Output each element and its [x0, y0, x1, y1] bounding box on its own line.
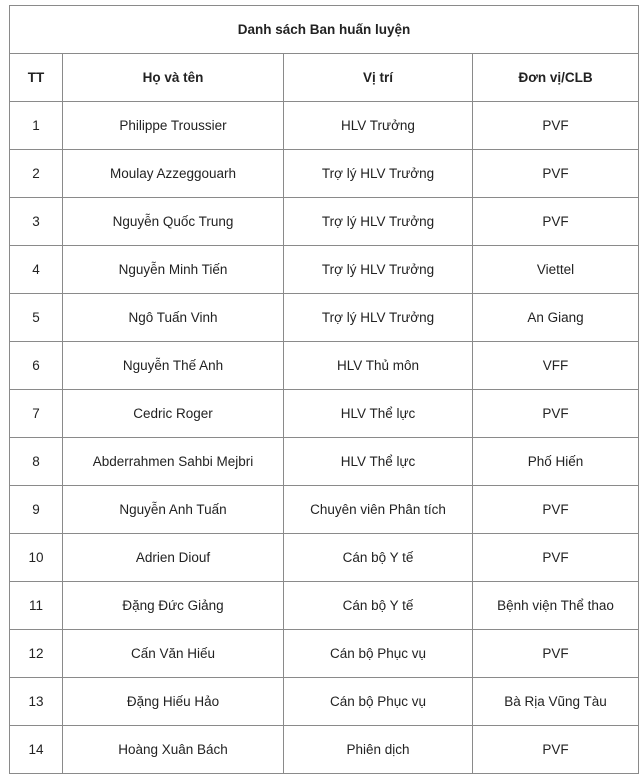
cell-name: Philippe Troussier	[63, 102, 284, 150]
cell-role: Cán bộ Y tế	[284, 582, 473, 630]
cell-club: PVF	[473, 726, 639, 774]
table-row	[10, 198, 639, 246]
cell-tt: 8	[10, 438, 63, 486]
cell-name: Adrien Diouf	[63, 534, 284, 582]
cell-name: Nguyễn Anh Tuấn	[63, 486, 284, 534]
cell-name: Đặng Đức Giảng	[63, 582, 284, 630]
cell-role: HLV Thể lực	[284, 438, 473, 486]
cell-name: Moulay Azzeggouarh	[63, 150, 284, 198]
cell-tt: 5	[10, 294, 63, 342]
cell-club: PVF	[473, 150, 639, 198]
cell-tt: 11	[10, 582, 63, 630]
cell-tt: 4	[10, 246, 63, 294]
table-row	[10, 678, 639, 726]
cell-club: PVF	[473, 102, 639, 150]
table-row	[10, 582, 639, 630]
cell-club: VFF	[473, 342, 639, 390]
cell-tt: 12	[10, 630, 63, 678]
cell-tt: 13	[10, 678, 63, 726]
cell-role: Cán bộ Y tế	[284, 534, 473, 582]
cell-name: Đặng Hiếu Hảo	[63, 678, 284, 726]
cell-tt: 3	[10, 198, 63, 246]
cell-tt: 14	[10, 726, 63, 774]
cell-tt: 7	[10, 390, 63, 438]
table-row	[10, 630, 639, 678]
table-row	[10, 486, 639, 534]
staff-table-container	[9, 5, 638, 774]
cell-role: Cán bộ Phục vụ	[284, 678, 473, 726]
cell-club: PVF	[473, 534, 639, 582]
cell-role: Phiên dịch	[284, 726, 473, 774]
table-row	[10, 342, 639, 390]
cell-role: Trợ lý HLV Trưởng	[284, 294, 473, 342]
cell-role: HLV Trưởng	[284, 102, 473, 150]
header-club: Đơn vị/CLB	[473, 54, 639, 102]
cell-role: Cán bộ Phục vụ	[284, 630, 473, 678]
cell-role: Chuyên viên Phân tích	[284, 486, 473, 534]
cell-tt: 6	[10, 342, 63, 390]
staff-table	[9, 5, 639, 774]
cell-name: Cấn Văn Hiếu	[63, 630, 284, 678]
cell-club: PVF	[473, 198, 639, 246]
cell-name: Hoàng Xuân Bách	[63, 726, 284, 774]
table-header-row	[10, 54, 639, 102]
cell-tt: 10	[10, 534, 63, 582]
cell-club: An Giang	[473, 294, 639, 342]
cell-role: HLV Thủ môn	[284, 342, 473, 390]
table-row	[10, 150, 639, 198]
cell-club: PVF	[473, 630, 639, 678]
cell-name: Ngô Tuấn Vinh	[63, 294, 284, 342]
cell-club: Bà Rịa Vũng Tàu	[473, 678, 639, 726]
table-row	[10, 102, 639, 150]
header-role: Vị trí	[284, 54, 473, 102]
table-body	[10, 102, 639, 774]
cell-name: Cedric Roger	[63, 390, 284, 438]
table-row	[10, 438, 639, 486]
table-title-row	[10, 6, 639, 54]
table-row	[10, 390, 639, 438]
cell-role: Trợ lý HLV Trưởng	[284, 150, 473, 198]
table-title: Danh sách Ban huấn luyện	[10, 6, 639, 54]
cell-club: Bệnh viện Thể thao	[473, 582, 639, 630]
table-row	[10, 294, 639, 342]
cell-name: Nguyễn Quốc Trung	[63, 198, 284, 246]
table-row	[10, 534, 639, 582]
cell-club: PVF	[473, 390, 639, 438]
table-row	[10, 726, 639, 774]
cell-name: Abderrahmen Sahbi Mejbri	[63, 438, 284, 486]
cell-name: Nguyễn Thế Anh	[63, 342, 284, 390]
cell-role: Trợ lý HLV Trưởng	[284, 246, 473, 294]
cell-tt: 9	[10, 486, 63, 534]
cell-tt: 2	[10, 150, 63, 198]
cell-tt: 1	[10, 102, 63, 150]
cell-role: HLV Thể lực	[284, 390, 473, 438]
header-name: Họ và tên	[63, 54, 284, 102]
cell-club: PVF	[473, 486, 639, 534]
header-tt: TT	[10, 54, 63, 102]
table-row	[10, 246, 639, 294]
cell-name: Nguyễn Minh Tiến	[63, 246, 284, 294]
cell-role: Trợ lý HLV Trưởng	[284, 198, 473, 246]
cell-club: Viettel	[473, 246, 639, 294]
cell-club: Phố Hiến	[473, 438, 639, 486]
